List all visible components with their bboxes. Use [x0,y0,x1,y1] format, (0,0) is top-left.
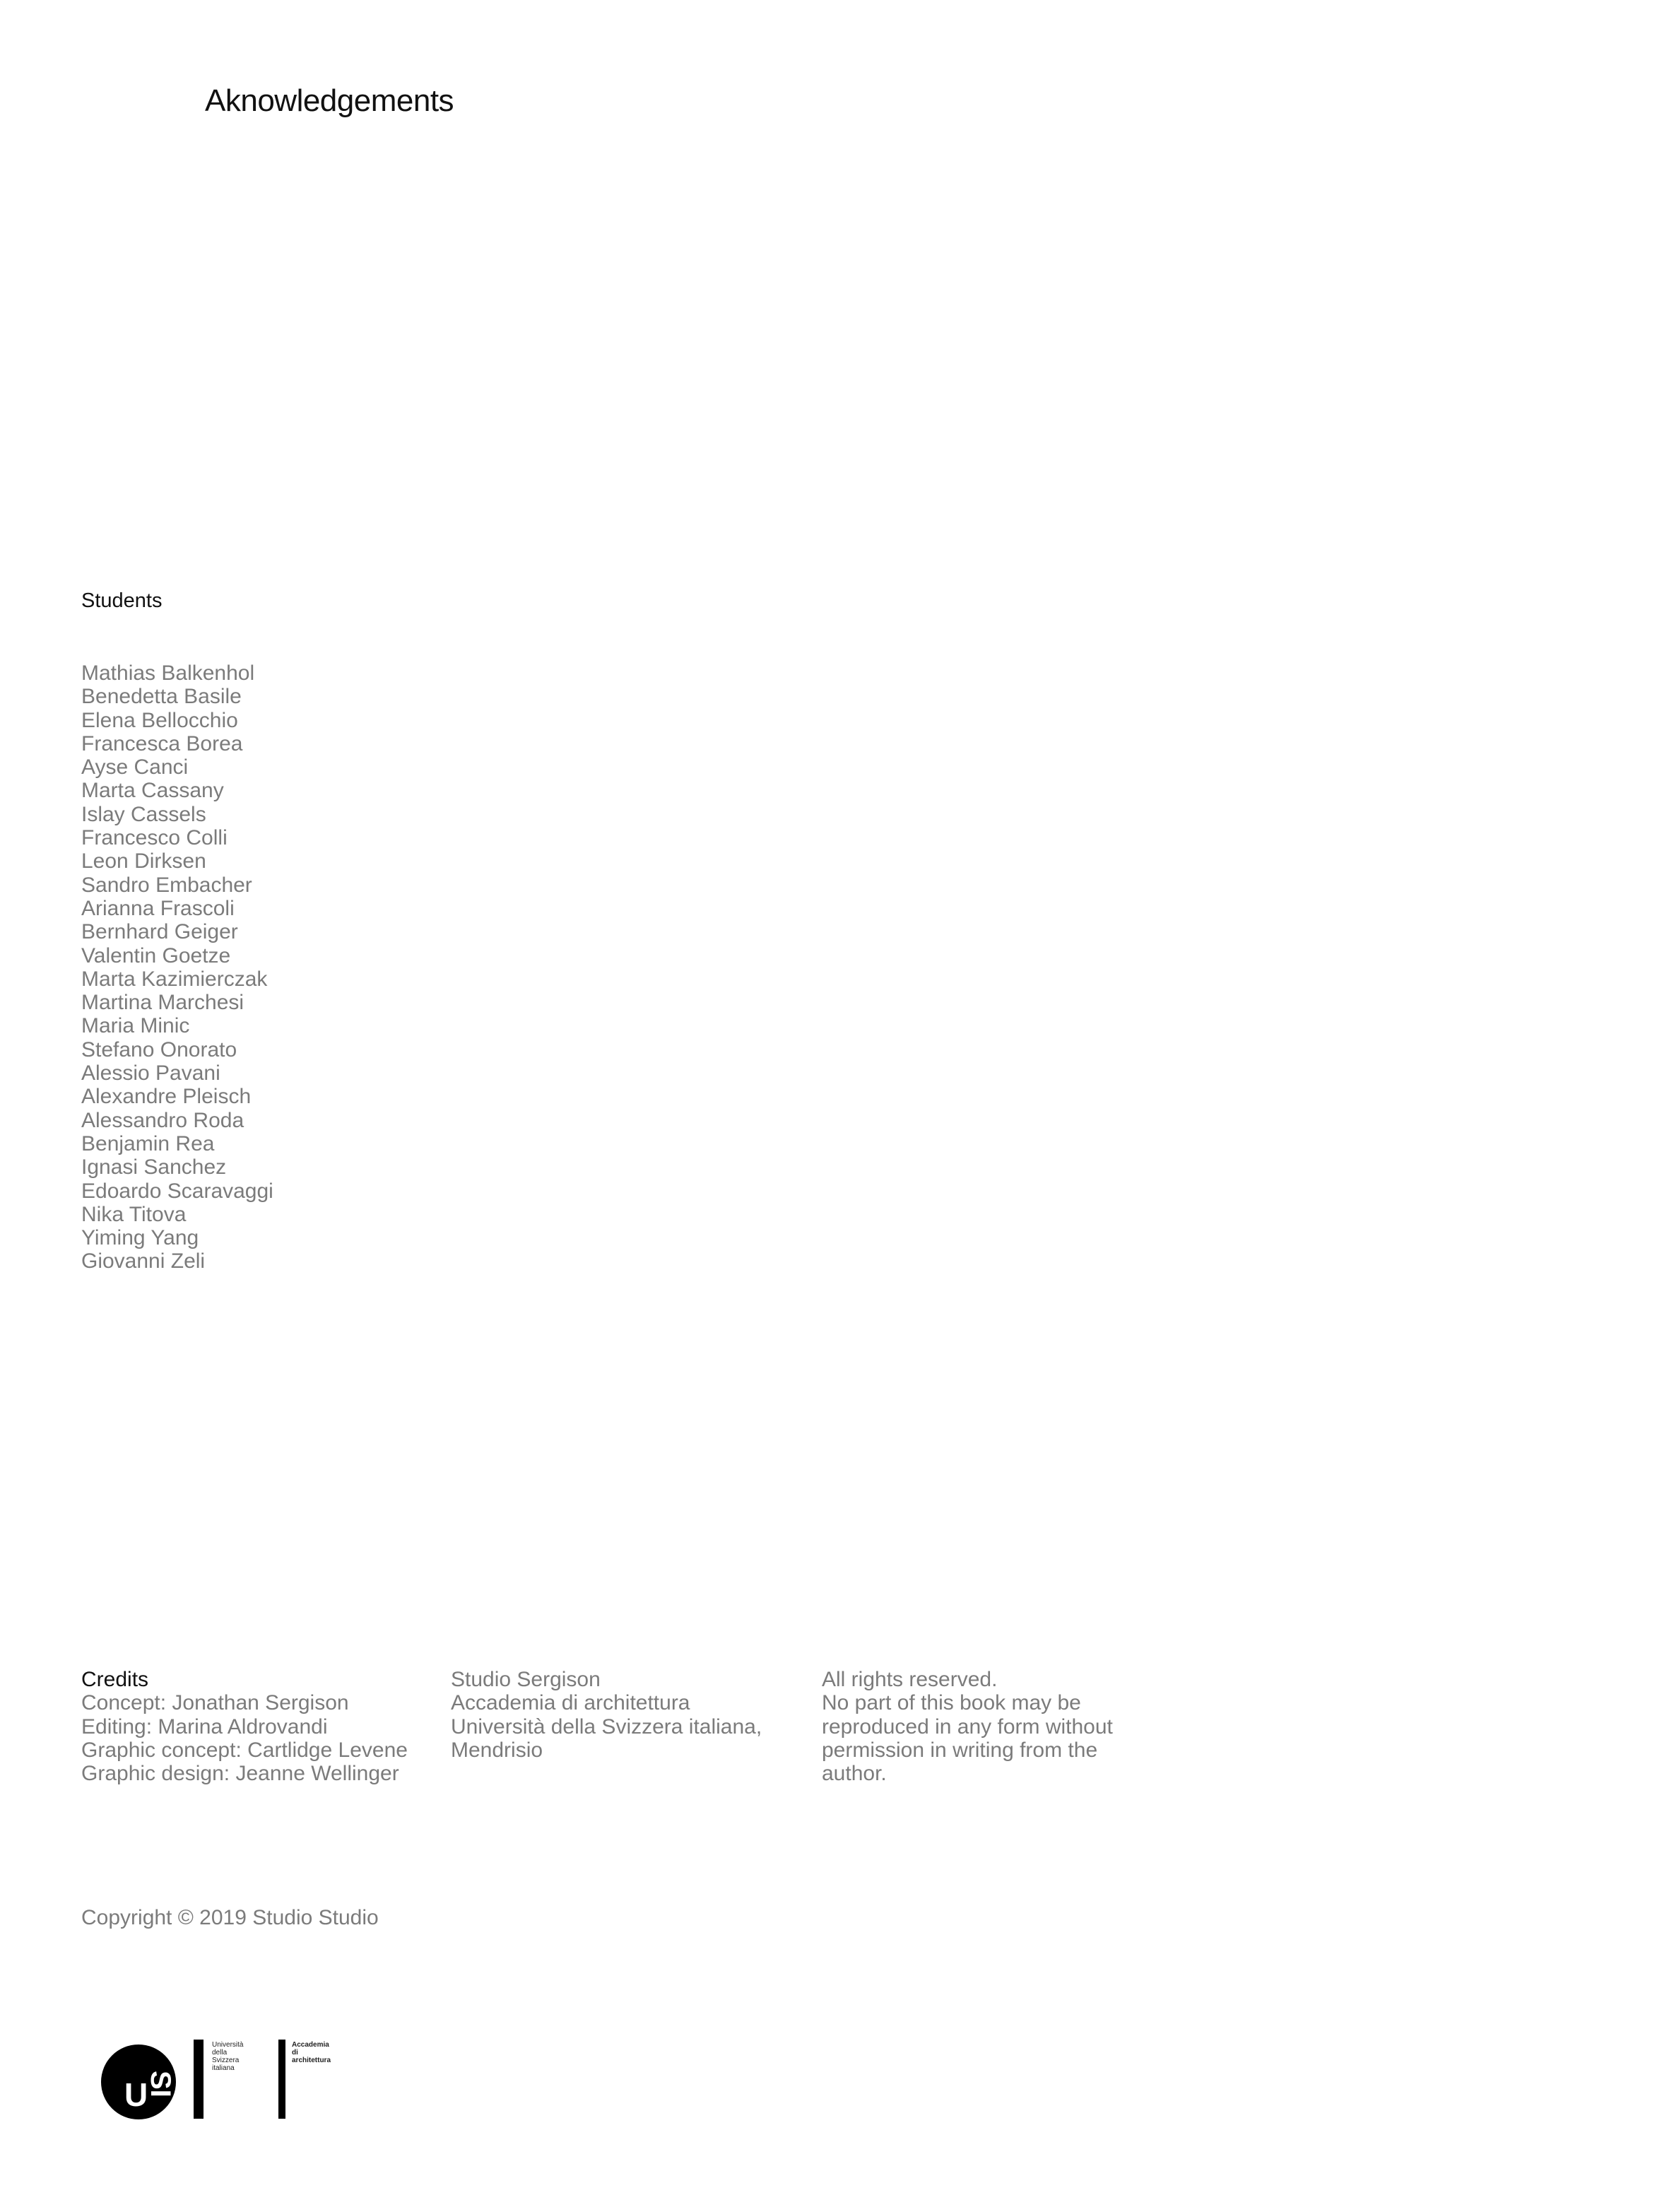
student-name: Marta Cassany [81,779,224,803]
studio-line: Accademia di architettura [451,1691,690,1715]
accademia-bar-icon [278,2040,285,2119]
usi-mark-u: U [124,2076,148,2113]
students-heading: Students [81,589,163,612]
student-name: Stefano Onorato [81,1037,237,1061]
student-name: Giovanni Zeli [81,1249,206,1273]
accademia-wordmark-line: Accademia [292,2041,329,2049]
studio-column [451,1668,804,1762]
student-name: Yiming Yang [81,1226,199,1250]
student-name: Islay Cassels [81,802,206,826]
student-name: Nika Titova [81,1202,187,1226]
student-name: Edoardo Scaravaggi [81,1179,273,1203]
student-name: Benedetta Basile [81,685,242,709]
credit-graphic-concept: Graphic concept: Cartlidge Levene [81,1738,408,1762]
student-name: Ignasi Sanchez [81,1155,227,1179]
rights-column [822,1668,1161,1785]
rights-line: No part of this book may be [822,1691,1081,1715]
studio-line: Università della Svizzera italiana, [451,1714,762,1739]
credit-editing: Editing: Marina Aldrovandi [81,1714,328,1739]
credits-heading: Credits [81,1668,149,1691]
credits-column [81,1668,427,1785]
accademia-wordmark [292,2041,331,2064]
student-name: Alexandre Pleisch [81,1085,252,1109]
student-name: Maria Minic [81,1014,190,1038]
rights-line: permission in writing from the [822,1738,1098,1762]
student-name: Ayse Canci [81,755,189,780]
student-name: Mathias Balkenhol [81,661,255,685]
student-name: Benjamin Rea [81,1131,215,1155]
student-name: Alessio Pavani [81,1061,220,1086]
student-name: Francesca Borea [81,731,243,755]
usi-wordmark-line: Università [212,2041,244,2049]
student-name: Bernhard Geiger [81,920,238,944]
students-list [81,661,273,1273]
student-name: Leon Dirksen [81,849,206,873]
usi-wordmark-line: della [212,2049,228,2057]
usi-bar-icon [194,2040,204,2119]
copyright-notice: Copyright © 2019 Studio Studio [81,1906,379,1929]
institution-logos [99,2035,353,2127]
student-name: Arianna Frascoli [81,896,235,920]
student-name: Francesco Colli [81,826,228,850]
usi-mark-si: SI [145,2071,176,2098]
student-name: Elena Bellocchio [81,708,238,732]
student-name: Valentin Goetze [81,943,231,967]
usi-wordmark-line: italiana [212,2064,235,2072]
accademia-wordmark-line: di [292,2049,298,2057]
credit-concept: Concept: Jonathan Sergison [81,1691,349,1715]
studio-line: Studio Sergison [451,1668,601,1691]
studio-line: Mendrisio [451,1738,543,1762]
student-name: Alessandro Roda [81,1108,244,1132]
credit-graphic-design: Graphic design: Jeanne Wellinger [81,1762,399,1786]
usi-wordmark-line: Svizzera [212,2057,240,2064]
page-title: Aknowledgements [205,83,454,118]
student-name: Martina Marchesi [81,991,244,1015]
accademia-wordmark-line: architettura [292,2057,331,2064]
rights-line: All rights reserved. [822,1668,998,1691]
rights-line: author. [822,1762,887,1786]
usi-wordmark [212,2041,243,2072]
student-name: Marta Kazimierczak [81,967,268,991]
rights-line: reproduced in any form without [822,1714,1113,1739]
student-name: Sandro Embacher [81,873,252,897]
